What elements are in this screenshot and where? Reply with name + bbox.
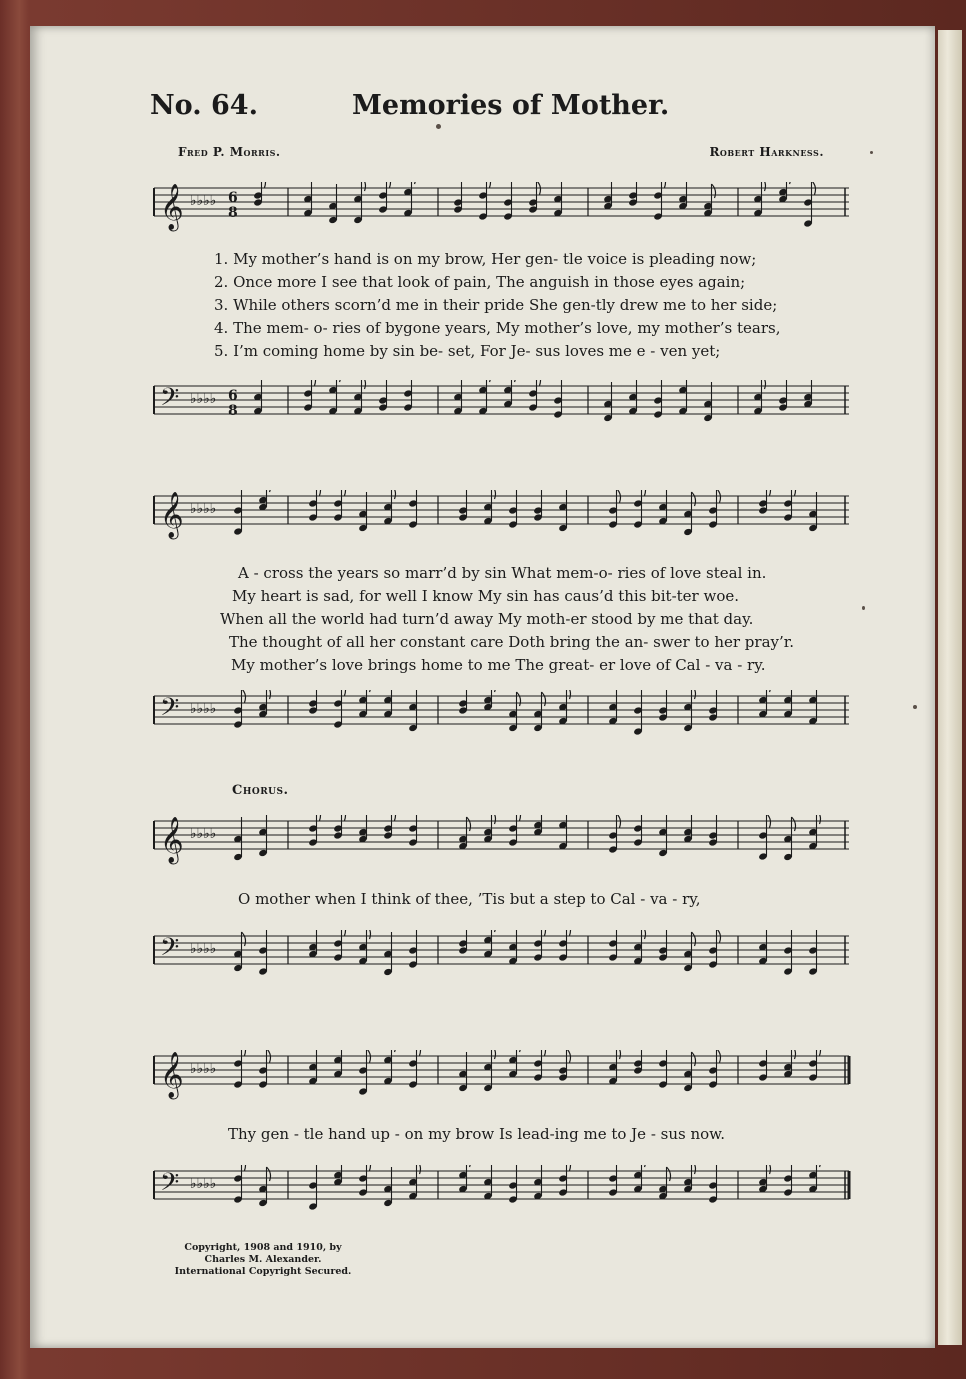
system1-bass-staff bbox=[148, 380, 853, 440]
svg-text:𝄢: 𝄢 bbox=[160, 1168, 180, 1203]
svg-text:𝄢: 𝄢 bbox=[160, 693, 180, 728]
copyright-notice bbox=[168, 1242, 358, 1278]
svg-text:♭♭♭♭: ♭♭♭♭ bbox=[190, 941, 217, 957]
system4-bass-staff bbox=[148, 1165, 853, 1225]
svg-text:♭♭♭♭: ♭♭♭♭ bbox=[190, 826, 217, 842]
svg-text:𝄢: 𝄢 bbox=[160, 383, 180, 418]
copyright-line-2: Charles M. Alexander. bbox=[204, 1254, 322, 1265]
copyright-line-3: International Copyright Secured. bbox=[174, 1266, 352, 1277]
svg-text:𝄞: 𝄞 bbox=[160, 492, 184, 538]
svg-text:𝄞: 𝄞 bbox=[160, 184, 184, 230]
next-page-edge bbox=[938, 30, 962, 1345]
verse2-line-a: 2. Once more I see that look of pain, The anguish in those eyes again; bbox=[214, 273, 746, 291]
verse1-line-b: A - cross the years so marr’d by sin What mem-o- ries of love steal in. bbox=[238, 564, 767, 582]
system4-treble-staff bbox=[148, 1050, 853, 1110]
svg-text:♭♭♭♭: ♭♭♭♭ bbox=[190, 1061, 217, 1077]
verse3-line-b: When all the world had turn’d away My moth-er stood by me that day. bbox=[220, 610, 754, 628]
verse5-line-b: My mother’s love brings home to me The great- er love of Cal - va - ry. bbox=[231, 656, 766, 674]
paper-speck bbox=[870, 151, 873, 154]
verse4-line-b: The thought of all her constant care Doth bring the an- swer to her pray’r. bbox=[229, 633, 795, 651]
system2-bass-staff bbox=[148, 690, 853, 750]
system3-treble-staff bbox=[148, 815, 853, 875]
verse1-line-a: 1. My mother’s hand is on my brow, Her gen- tle voice is pleading now; bbox=[214, 250, 757, 268]
hymn-title: Memories of Mother. bbox=[352, 90, 670, 121]
chorus-line-2: Thy gen - tle hand up - on my brow Is lead-ing me to Je - sus now. bbox=[228, 1125, 725, 1143]
verse4-line-a: 4. The mem- o- ries of bygone years, My mother’s love, my mother’s tears, bbox=[214, 319, 781, 337]
chorus-line-1: O mother when I think of thee, ’Tis but a step to Cal - va - ry, bbox=[238, 890, 701, 908]
svg-text:8: 8 bbox=[228, 403, 238, 419]
hymn-number: No. 64. bbox=[150, 90, 258, 121]
svg-text:𝄢: 𝄢 bbox=[160, 933, 180, 968]
svg-text:♭♭♭♭: ♭♭♭♭ bbox=[190, 193, 217, 209]
verse3-line-a: 3. While others scorn’d me in their pride She gen-tly drew me to her side; bbox=[214, 296, 778, 314]
svg-text:6: 6 bbox=[228, 190, 238, 206]
verse5-line-a: 5. I’m coming home by sin be- set, For Je- sus loves me e - ven yet; bbox=[214, 342, 721, 360]
composer-credit: Robert Harkness. bbox=[709, 145, 824, 159]
lyricist-credit: Fred P. Morris. bbox=[178, 145, 281, 159]
paper-speck bbox=[913, 705, 917, 709]
system2-treble-staff bbox=[148, 490, 853, 550]
verse2-line-b: My heart is sad, for well I know My sin has caus’d this bit-ter woe. bbox=[232, 587, 740, 605]
svg-text:♭♭♭♭: ♭♭♭♭ bbox=[190, 1176, 217, 1192]
svg-text:♭♭♭♭: ♭♭♭♭ bbox=[190, 501, 217, 517]
paper-speck bbox=[436, 124, 441, 129]
svg-text:♭♭♭♭: ♭♭♭♭ bbox=[190, 701, 217, 717]
system3-bass-staff bbox=[148, 930, 853, 990]
copyright-line-1: Copyright, 1908 and 1910, by bbox=[184, 1242, 342, 1253]
chorus-label: Chorus. bbox=[232, 783, 289, 798]
svg-text:8: 8 bbox=[228, 205, 238, 221]
svg-text:𝄞: 𝄞 bbox=[160, 1052, 184, 1098]
svg-text:𝄞: 𝄞 bbox=[160, 817, 184, 863]
paper-speck bbox=[862, 606, 865, 610]
system1-treble-staff bbox=[148, 182, 853, 242]
svg-text:6: 6 bbox=[228, 388, 238, 404]
svg-text:♭♭♭♭: ♭♭♭♭ bbox=[190, 391, 217, 407]
